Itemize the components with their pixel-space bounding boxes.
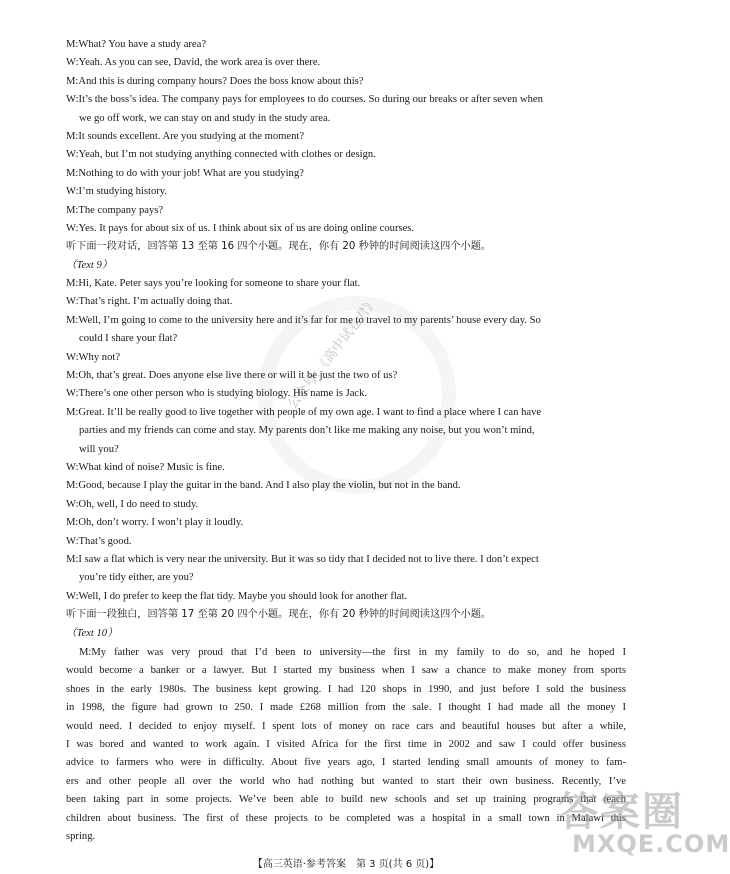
- dialog-line-continuation: you’re tidy either, are you?: [79, 572, 194, 584]
- page-footer: 【高三英语·参考答案 第 3 页(共 6 页)】: [252, 859, 440, 870]
- paragraph-line: M:My father was very proud that I’d been to university—the first in my family to do so, and he hoped I: [79, 647, 626, 658]
- watermark-diagonal-text: 公众号：《高中试卷君》: [285, 294, 382, 412]
- paragraph-line: I was bored and wanted to work again. I visited Africa for the first time in 2002 and saw I could offer business: [66, 738, 626, 750]
- dialog-line: M:Well, I’m going to come to the university here and it’s far for me to travel to my parents’ house every day. So: [66, 314, 541, 326]
- dialog-line: M:Hi, Kate. Peter says you’re looking for someone to share your flat.: [66, 278, 361, 290]
- dialog-line: W:Why not?: [66, 351, 121, 363]
- monologue-paragraph: [66, 644, 626, 846]
- dialog-line: W:There’s one other person who is studying biology. His name is Jack.: [66, 388, 368, 400]
- section-instruction: 听下面一段对话，回答第 13 至第 16 四个小题。现在，你有 20 秒钟的时间阅读这四个小题。: [66, 241, 492, 253]
- dialog-line-continuation: will you?: [79, 443, 119, 455]
- dialog-line-continuation: could I share your flat?: [79, 333, 178, 345]
- watermark-logo-url: MXQE.COM: [572, 830, 730, 858]
- dialog-line: W:Yeah. As you can see, David, the work area is over there.: [66, 57, 321, 69]
- dialog-line: W:Yes. It pays for about six of us. I think about six of us are doing online courses.: [66, 222, 415, 234]
- dialog-line: W:That’s good.: [66, 535, 132, 547]
- dialog-line: M:Nothing to do with your job! What are you studying?: [66, 167, 304, 179]
- dialog-line: M:I saw a flat which is very near the university. But it was so tidy that I decided not to live there. I don’t expect: [66, 553, 539, 565]
- watermark-logo: [552, 780, 730, 866]
- dialog-line: M:Oh, that’s great. Does anyone else live there or will it be just the two of us?: [66, 370, 398, 382]
- dialog-line: W:That’s right. I’m actually doing that.: [66, 296, 233, 308]
- paragraph-line: would need. I decided to enjoy myself. I spent lots of money on race cars and beautiful houses but after a while,: [66, 720, 626, 732]
- dialog-line: W:Well, I do prefer to keep the flat tidy. Maybe you should look for another flat.: [66, 590, 408, 602]
- dialog-line: M:What? You have a study area?: [66, 39, 207, 50]
- paragraph-line: advice to farmers who were in difficulty. About five years ago, I started lending small amounts of money to fam-: [66, 757, 626, 769]
- paragraph-line: shoes in the early 1980s. The business kept growing. I had 120 shops in 1990, and just before I sold the business: [66, 683, 626, 695]
- paragraph-line: would become a banker or a lawyer. But I started my business when I saw a chance to make money from sports: [66, 665, 626, 677]
- paragraph-line: been taking part in some projects. We’ve been able to build new schools and set up training programs that teach: [66, 794, 626, 806]
- watermark-logo-text: 答案圈: [558, 789, 684, 835]
- dialog-line: W:I’m studying history.: [66, 186, 168, 198]
- transcript-block: [66, 36, 626, 643]
- dialog-line-continuation: we go off work, we can stay on and study in the study area.: [79, 112, 331, 124]
- text-label: （Text 9）: [66, 259, 113, 271]
- dialog-line: M:Oh, don’t worry. I won’t play it loudly.: [66, 517, 244, 529]
- dialog-line: M:And this is during company hours? Does the boss know about this?: [66, 75, 364, 87]
- paragraph-line: ers and other people all over the world who had nothing but wanted to start their own business. Recently, I’ve: [66, 775, 626, 787]
- dialog-line-continuation: parties and my friends can come and stay. My parents don’t like me making any noise, but you won’t mind,: [79, 425, 535, 437]
- dialog-line: W:Yeah, but I’m not studying anything connected with clothes or design.: [66, 149, 376, 161]
- text-label: （Text 10）: [66, 627, 118, 639]
- dialog-line: W:Oh, well, I do need to study.: [66, 498, 199, 510]
- dialog-line: M:Good, because I play the guitar in the band. And I also play the violin, but not in the band.: [66, 480, 461, 492]
- paragraph-line: children about business. The first of these projects to be completed was a hospital in a small town in Malawi this: [66, 812, 626, 824]
- dialog-line: M:Great. It’ll be really good to live together with people of my own age. I want to find a place where I can have: [66, 406, 542, 418]
- dialog-line: M:The company pays?: [66, 204, 164, 216]
- dialog-line: W:What kind of noise? Music is fine.: [66, 461, 225, 473]
- paragraph-line: in 1998, the figure had grown to 250. I made £268 million from the sale. I thought I had made all the money I: [66, 702, 626, 714]
- paragraph-line: spring.: [66, 830, 96, 842]
- dialog-line: W:It’s the boss’s idea. The company pays for employees to do courses. So during our breaks or after seven when: [66, 94, 543, 106]
- dialog-a: [66, 36, 626, 238]
- section-instruction: 听下面一段独白，回答第 17 至第 20 四个小题。现在，你有 20 秒钟的时间阅读这四个小题。: [66, 609, 492, 621]
- dialog-b: [66, 275, 626, 606]
- dialog-line: M:It sounds excellent. Are you studying at the moment?: [66, 130, 305, 142]
